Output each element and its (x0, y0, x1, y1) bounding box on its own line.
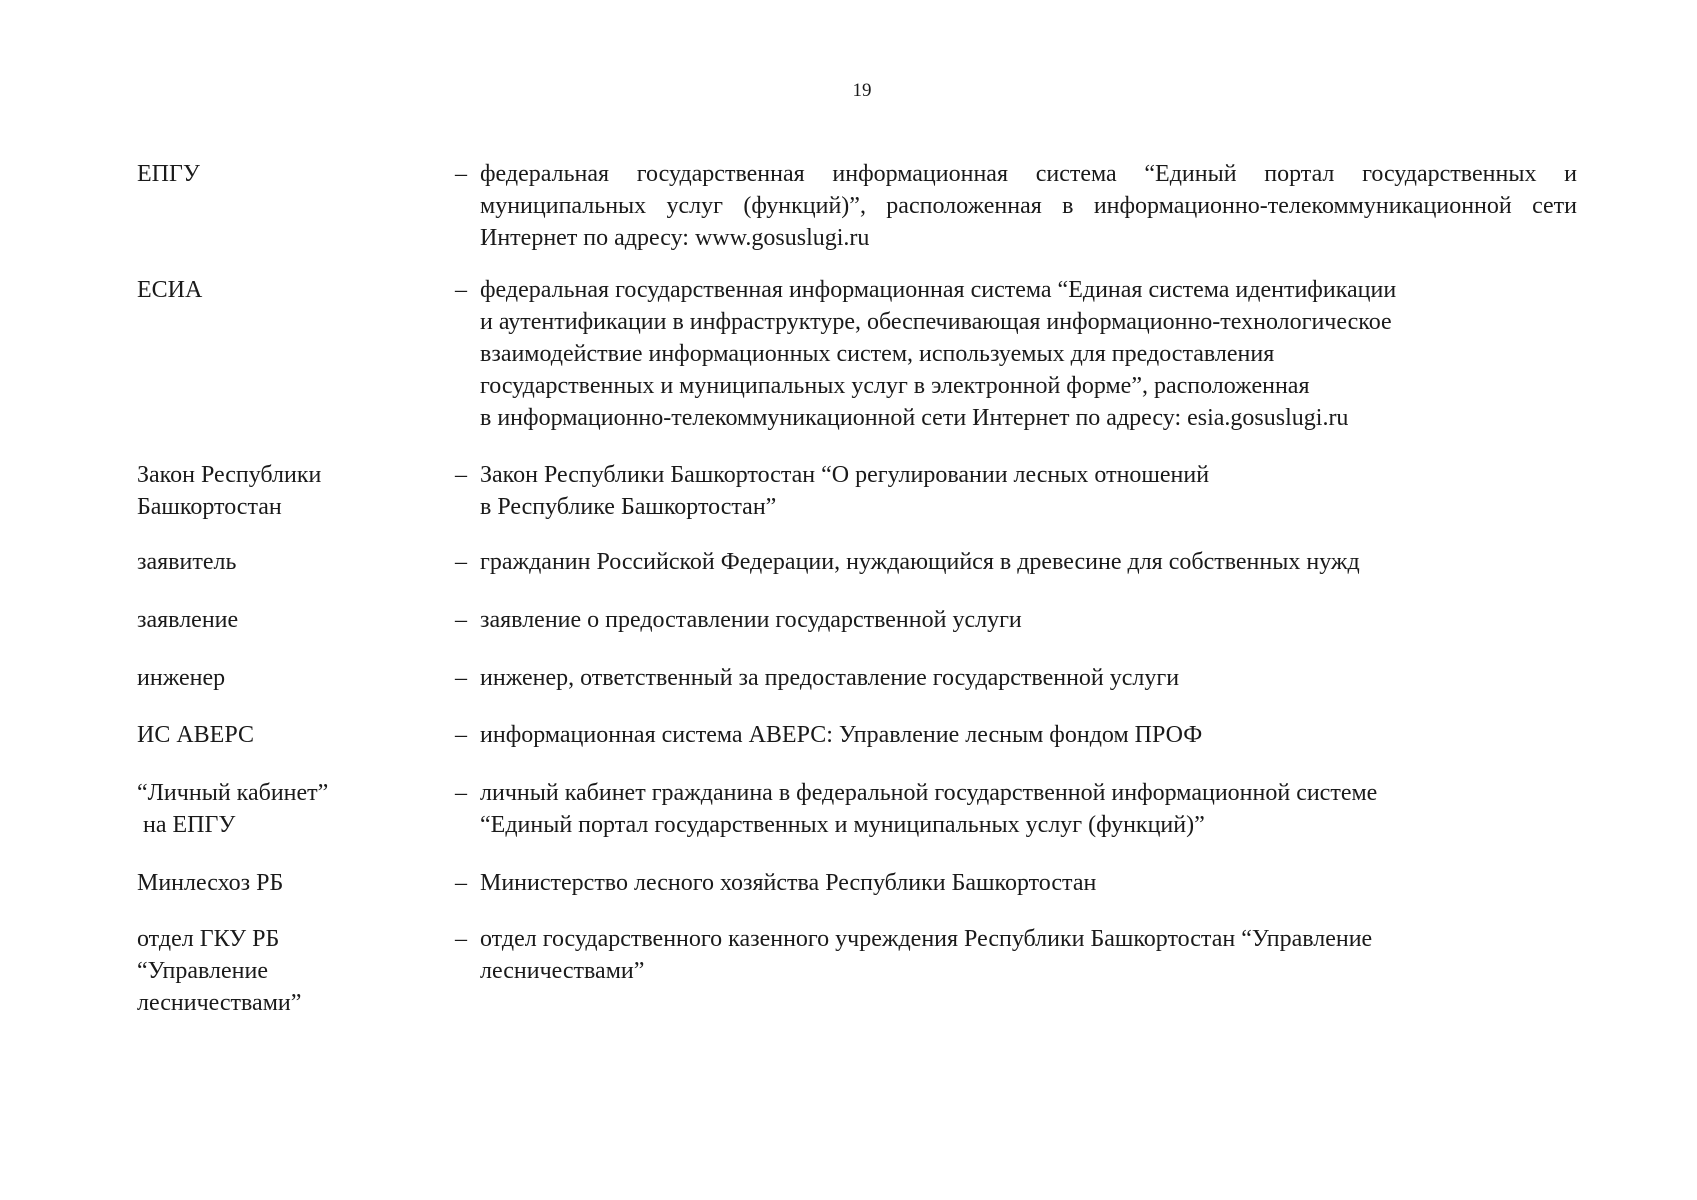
dash: – (455, 870, 467, 896)
term-line: инженер (137, 665, 226, 691)
glossary-entry-is-avers (137, 719, 1577, 751)
definition-line: Министерство лесного хозяйства Республики Башкортостан (480, 870, 1097, 896)
definition: федеральная государственная информационная система “Единый портал государственных и муниципальных услуг (функций)”, расположенная в информационно-телекоммуникационной сети Интернет по адресу: www.gosuslugi.ru (480, 161, 1577, 251)
definition (480, 546, 1577, 578)
term (137, 662, 442, 694)
term (137, 604, 442, 636)
term-line: Башкортостан (137, 494, 282, 520)
term-line: ИС АВЕРС (137, 722, 254, 748)
glossary-entry-inzhener (137, 662, 1577, 694)
term (137, 867, 442, 899)
definition-line: и аутентификации в инфраструктуре, обеспечивающая информационно-технологическое (480, 309, 1392, 335)
definition (480, 274, 1577, 434)
term (137, 719, 442, 751)
definition (480, 867, 1577, 899)
term (137, 777, 442, 841)
dash: – (455, 926, 467, 952)
term-line: отдел ГКУ РБ (137, 926, 280, 952)
definition-line: Закон Республики Башкортостан “О регулировании лесных отношений (480, 462, 1210, 488)
definition-line: в Республике Башкортостан” (480, 494, 777, 520)
dash: – (455, 607, 467, 633)
dash: – (455, 462, 467, 488)
definition-line: личный кабинет гражданина в федеральной государственной информационной системе (480, 780, 1378, 806)
definition-line: информационная система АВЕРС: Управление лесным фондом ПРОФ (480, 722, 1203, 748)
definition-line: инженер, ответственный за предоставление государственной услуги (480, 665, 1180, 691)
definition-line: “Единый портал государственных и муниципальных услуг (функций)” (480, 812, 1205, 838)
glossary-entry-minleshoz (137, 867, 1577, 899)
dash: – (455, 780, 467, 806)
term-line: на ЕПГУ (137, 812, 236, 838)
term-line: Минлесхоз РБ (137, 870, 284, 896)
term-line: заявитель (137, 549, 237, 575)
dash: – (455, 161, 467, 187)
term (137, 459, 442, 523)
term-line: лесничествами” (137, 990, 302, 1016)
dash: – (455, 722, 467, 748)
term-line: “Управление (137, 958, 269, 984)
term (137, 546, 442, 578)
dash: – (455, 549, 467, 575)
term-line: “Личный кабинет” (137, 780, 329, 806)
definition-line: заявление о предоставлении государственной услуги (480, 607, 1022, 633)
glossary-entry-otdel-gku (137, 923, 1577, 1019)
term-line: заявление (137, 607, 239, 633)
definition-line: отдел государственного казенного учреждения Республики Башкортостан “Управление (480, 926, 1373, 952)
dash: – (455, 277, 467, 303)
term-line: ЕПГУ (137, 161, 200, 187)
definition-line: в информационно-телекоммуникационной сети Интернет по адресу: esia.gosuslugi.ru (480, 405, 1349, 431)
page-number: 19 (852, 80, 872, 101)
term-line: Закон Республики (137, 462, 322, 488)
glossary-entry-epgu (137, 158, 1577, 254)
definition (480, 604, 1577, 636)
definition-line: федеральная государственная информационная система “Единая система идентификации (480, 277, 1397, 303)
term-line: ЕСИА (137, 277, 203, 303)
definition (480, 459, 1577, 523)
term (137, 158, 442, 190)
definition-line: лесничествами” (480, 958, 645, 984)
glossary-entry-lichny-kabinet (137, 777, 1577, 841)
definition-line: взаимодействие информационных систем, используемых для предоставления (480, 341, 1275, 367)
definition (480, 777, 1577, 841)
term (137, 274, 442, 306)
dash: – (455, 665, 467, 691)
term (137, 923, 442, 1019)
definition-line: гражданин Российской Федерации, нуждающийся в древесине для собственных нужд (480, 549, 1360, 575)
glossary-entry-esia (137, 274, 1577, 434)
glossary-entry-zayavlenie (137, 604, 1577, 636)
glossary-list (137, 158, 1577, 1019)
definition (480, 923, 1577, 987)
glossary-entry-zakon-rb (137, 459, 1577, 523)
definition (480, 719, 1577, 751)
definition (480, 662, 1577, 694)
definition-line: государственных и муниципальных услуг в электронной форме”, расположенная (480, 373, 1310, 399)
glossary-entry-zayavitel (137, 546, 1577, 578)
